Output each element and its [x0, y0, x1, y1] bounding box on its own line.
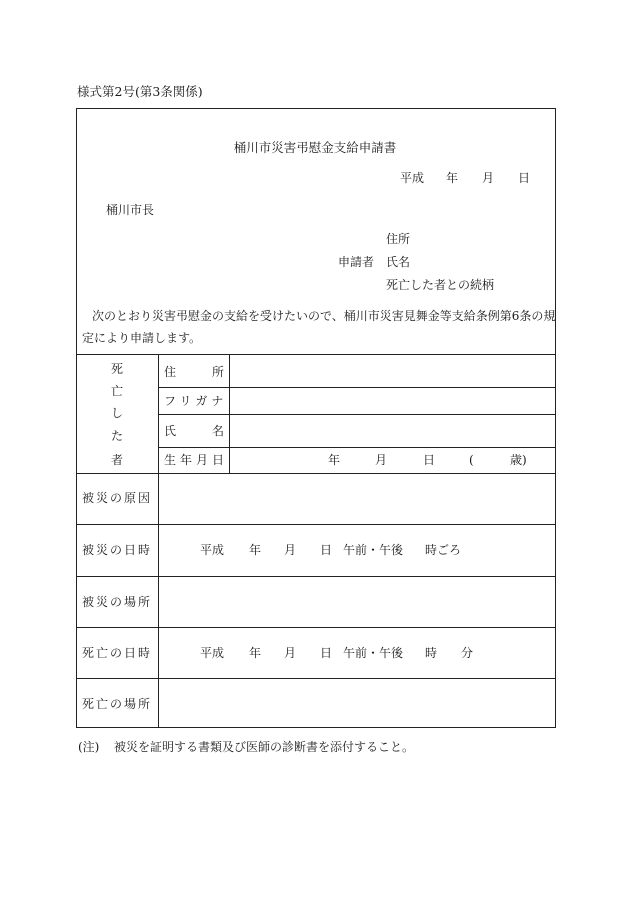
deceased-label-char-3: し — [110, 406, 123, 420]
disaster-place-label: 被災の場所 — [82, 595, 153, 609]
disaster-datetime-label: 被災の日時 — [82, 543, 153, 557]
statement-line-1: 次のとおり災害弔慰金の支給を受けたいので、桶川市災害見舞金等支給条例第6条の規 — [92, 309, 556, 323]
applicant-group-label: 申請者 — [338, 255, 375, 269]
death-era: 平成 — [200, 646, 225, 660]
cause-label: 被災の原因 — [82, 491, 153, 505]
divider-deceased-furigana — [158, 414, 556, 415]
birth-month: 月 — [375, 453, 388, 467]
birth-day: 日 — [423, 453, 436, 467]
column-divider-deceased — [229, 354, 230, 473]
form-number-label: 様式第2号(第3条関係) — [77, 84, 203, 99]
death-place-label: 死亡の場所 — [82, 697, 153, 711]
divider-death-datetime — [76, 678, 556, 679]
death-ampm: 午前・午後 — [343, 646, 404, 660]
deceased-furigana-label: フリガナ — [164, 394, 228, 408]
birth-age: 歳) — [510, 453, 527, 467]
death-minute: 分 — [461, 646, 474, 660]
deceased-label-char-5: 者 — [110, 453, 123, 467]
divider-disaster-datetime — [76, 576, 556, 577]
deceased-label-char-4: た — [110, 429, 123, 443]
divider-cause — [76, 524, 556, 525]
deceased-name-label-1: 氏 — [164, 424, 177, 438]
divider-top-section — [76, 354, 556, 355]
disaster-month: 月 — [284, 543, 297, 557]
death-day: 日 — [320, 646, 333, 660]
disaster-ampm: 午前・午後 — [343, 543, 404, 557]
divider-deceased-name — [158, 447, 556, 448]
applicant-relation-label: 死亡した者との続柄 — [386, 278, 495, 292]
addressee: 桶川市長 — [106, 203, 155, 217]
document-title: 桶川市災害弔慰金支給申請書 — [233, 140, 397, 155]
deceased-address-label-2: 所 — [212, 365, 225, 379]
date-month: 月 — [482, 171, 495, 185]
note-mark: (注) — [78, 740, 100, 754]
deceased-label-char-1: 死 — [110, 362, 123, 376]
deceased-label-char-2: 亡 — [110, 384, 123, 398]
death-month: 月 — [284, 646, 297, 660]
column-divider-left — [158, 354, 159, 728]
divider-disaster-place — [76, 627, 556, 628]
deceased-address-label-1: 住 — [164, 365, 177, 379]
death-year: 年 — [249, 646, 262, 660]
birth-paren-open: ( — [469, 453, 474, 467]
date-era: 平成 — [400, 171, 425, 185]
disaster-time: 時ごろ — [425, 543, 462, 557]
form-frame — [76, 108, 556, 728]
date-year: 年 — [446, 171, 459, 185]
disaster-year: 年 — [249, 543, 262, 557]
birth-year: 年 — [328, 453, 341, 467]
statement-line-2: 定により申請します。 — [82, 331, 202, 345]
date-day: 日 — [518, 171, 531, 185]
death-datetime-label: 死亡の日時 — [82, 646, 153, 660]
note-text: 被災を証明する書類及び医師の診断書を添付すること。 — [114, 740, 415, 754]
deceased-birth-label: 生年月日 — [164, 453, 229, 467]
disaster-era: 平成 — [200, 543, 225, 557]
deceased-name-label-2: 名 — [212, 424, 225, 438]
divider-deceased-address — [158, 387, 556, 388]
divider-deceased-bottom — [76, 473, 556, 474]
applicant-name-label: 氏名 — [386, 255, 411, 269]
death-hour: 時 — [425, 646, 438, 660]
disaster-day: 日 — [320, 543, 333, 557]
applicant-address-label: 住所 — [386, 232, 411, 246]
